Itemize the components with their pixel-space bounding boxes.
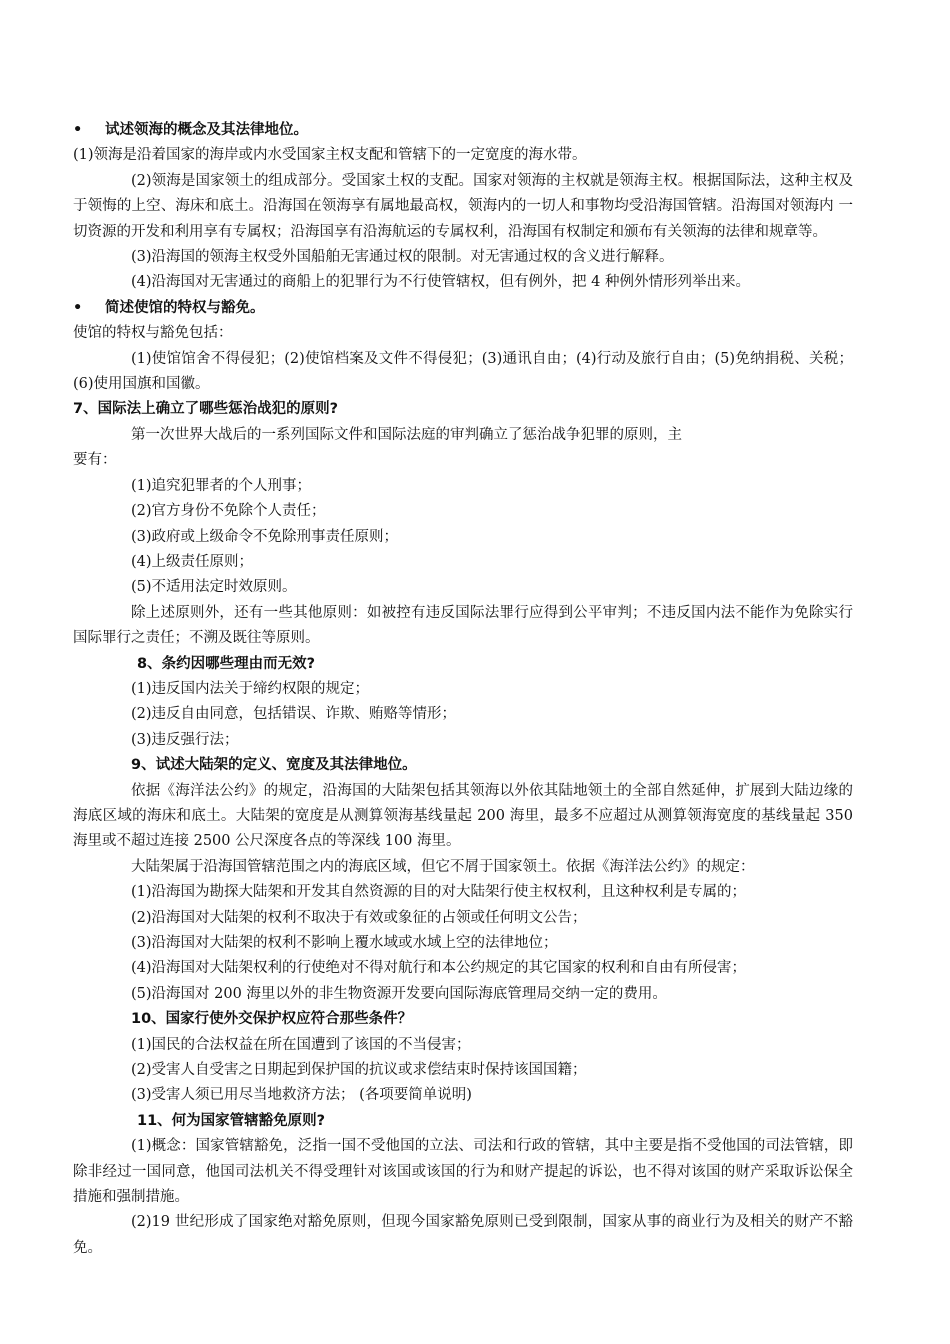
heading-text: 简述使馆的特权与豁免。 [105, 299, 265, 316]
paragraph: 除上述原则外，还有一些其他原则：如被控有违反国际法罪行应得到公平审判；不违反国内法不能作为免除实行国际罪行之责任；不溯及既往等原则。 [73, 604, 853, 647]
list-item: (1)追究犯罪者的个人刑事； [131, 477, 312, 494]
list-item: (3)受害人须已用尽当地救济方法； (各项要简单说明) [131, 1087, 472, 1104]
paragraph: (2)领海是国家领土的组成部分。受国家土权的支配。国家对领海的主权就是领海主权。根据国际法，这种主权及于领悔的上空、海床和底土。沿海国在领海享有属地最高权，领海内的一切人和事物均受沿海国管辖。沿海国对领海内 一切资源的开发和利用享有专属权；沿海国享有沿海航运的专属权利，沿海国有权制定和颁布有关领海的法律和规章等。 [73, 172, 853, 240]
list-item: (1)国民的合法权益在所在国遭到了该国的不当侵害； [131, 1036, 471, 1053]
heading-text: 试述领海的概念及其法律地位。 [105, 122, 308, 138]
list-item: (3)沿海国对大陆架的权利不影响上覆水域或水域上空的法律地位； [131, 935, 558, 951]
paragraph: 依据《海洋法公约》的规定，沿海国的大陆架包括其领海以外依其陆地领土的全部自然延伸，扩展到大陆边缘的海底区域的海床和底土。大陆架的宽度是从测算领海基线量起 200 海里，最多不应超过从测算领海宽度的基线量起 350 海里或不超过连接 2500 公尺深度各点的等深线 100 海里。 [73, 782, 853, 850]
section-heading-treaty-invalidity: 8、条约因哪些理由而无效? [137, 655, 315, 672]
list-item: (1)违反国内法关于缔约权限的规定； [131, 680, 370, 697]
section-heading-war-crimes: 7、国际法上确立了哪些惩治战犯的原则? [73, 401, 338, 418]
list-item: (5)沿海国对 200 海里以外的非生物资源开发要向国际海底管理局交纳一定的费用。 [131, 985, 667, 1002]
section-heading-territorial-sea [73, 118, 853, 143]
paragraph: (3)沿海国的领海主权受外国船舶无害通过权的限制。对无害通过权的含义进行解释。 [131, 249, 674, 266]
section-heading-state-immunity: 11、何为国家管辖豁免原则? [137, 1112, 326, 1129]
list-item: (2)违反自由同意，包括错误、诈欺、贿赂等情形； [131, 706, 457, 723]
bullet-icon: • [73, 299, 83, 316]
paragraph: (1)使馆馆舍不得侵犯；(2)使馆档案及文件不得侵犯；(3)通讯自由；(4)行动及旅行自由；(5)免纳捐税、关税；(6)使用国旗和国徽。 [73, 350, 853, 393]
paragraph: (1)领海是沿着国家的海岸或内水受国家主权支配和管辖下的一定宽度的海水带。 [73, 147, 587, 164]
section-heading-continental-shelf: 9、试述大陆架的定义、宽度及其法律地位。 [131, 757, 417, 774]
list-item: (3)政府或上级命令不免除刑事责任原则； [131, 528, 399, 545]
list-item: (2)沿海国对大陆架的权利不取决于有效或象征的占领或任何明文公告； [131, 909, 587, 926]
paragraph: 大陆架属于沿海国管辖范围之内的海底区域，但它不屑于国家领土。依据《海洋法公约》的规定： [131, 858, 755, 875]
bullet-icon: • [73, 122, 83, 138]
list-item: (4)沿海国对大陆架权利的行使绝对不得对航行和本公约规定的其它国家的权利和自由有所侵害； [131, 960, 747, 977]
paragraph: (2)19 世纪形成了国家绝对豁免原则，但现今国家豁免原则已受到限制，国家从事的商业行为及相关的财产不豁免。 [73, 1214, 853, 1256]
list-item: (2)受害人自受害之日期起到保护国的抗议或求偿结束时保持该国国籍； [131, 1062, 587, 1079]
list-item: (1)沿海国为勘探大陆架和开发其自然资源的目的对大陆架行使主权权利，且这种权利是专属的； [131, 884, 747, 901]
section-heading-diplomatic-protection: 10、国家行使外交保护权应符合那些条件？ [131, 1011, 413, 1028]
paragraph: (4)沿海国对无害通过的商船上的犯罪行为不行使管辖权，但有例外，把 4 种例外情形列举出来。 [131, 274, 750, 291]
document-page [73, 118, 853, 1261]
paragraph: (1)概念：国家管辖豁免，泛指一国不受他国的立法、司法和行政的管辖，其中主要是指不受他国的司法管辖，即除非经过一国同意，他国司法机关不得受理针对该国或该国的行为和财产提起的诉讼，也不得对该国的财产采取诉讼保全措施和强制措施。 [73, 1138, 853, 1206]
list-item: (4)上级责任原则； [131, 553, 254, 570]
list-item: (5)不适用法定时效原则。 [131, 579, 297, 596]
paragraph: 要有： [73, 452, 117, 469]
paragraph: 第一次世界大战后的一系列国际文件和国际法庭的审判确立了惩治战争犯罪的原则，主 [131, 426, 682, 443]
list-item: (3)违反强行法； [131, 731, 239, 748]
list-item: (2)官方身份不免除个人责任； [131, 503, 326, 520]
paragraph: 使馆的特权与豁免包括： [73, 325, 233, 342]
section-heading-embassy-privileges [73, 296, 853, 321]
